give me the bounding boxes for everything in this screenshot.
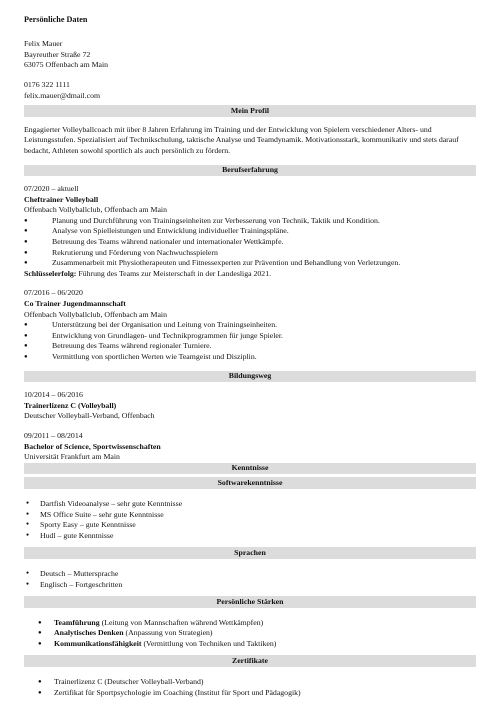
list-item: ● Entwicklung von Grundlagen- und Technikprogrammen für junge Spieler.: [24, 330, 283, 340]
bullet-icon: ●: [26, 522, 30, 528]
list-item: ● Unterstützung bei der Organisation und Leitung von Trainingseinheiten.: [24, 320, 278, 330]
list-item: ● Planung und Durchführung von Trainingseinheiten zur Verbesserung von Technik, Taktik und Kondition.: [24, 215, 380, 225]
bullet-icon: ●: [38, 679, 42, 686]
education-institution: Deutscher Volleyball-Verband, Offenbach: [24, 411, 155, 421]
strengths-list: [24, 618, 476, 650]
list-item: ● Teamführung (Leitung von Mannschaften während Wettkämpfen): [38, 617, 264, 627]
bullet-icon: ●: [24, 332, 28, 339]
education-entry: [24, 431, 476, 463]
bullet-icon: ●: [24, 354, 28, 360]
job-entry: [24, 184, 476, 279]
bullet-icon: ●: [24, 249, 28, 256]
job-employer: Offenbach Vollyballclub, Offenbach am Main: [24, 309, 167, 319]
software-list: [24, 499, 476, 541]
personal-heading: Persönliche Daten: [24, 15, 88, 24]
list-item: ● Betreuung des Teams während nationaler und internationaler Wettkämpfe.: [24, 237, 284, 247]
bullet-icon: ●: [26, 581, 30, 587]
list-item: ● Zusammenarbeit mit Physiotherapeuten und Fitnessexperten zur Prävention und Behandlung von Verletzungen.: [24, 258, 401, 268]
education-period: 10/2014 – 06/2016: [24, 390, 83, 400]
list-item: ● Rekrutierung und Förderung von Nachwuchsspielern: [24, 247, 218, 257]
certificates-section-header: Zertifikate: [24, 655, 476, 667]
street-address: Bayreuther Straße 72: [24, 49, 91, 59]
software-section-header: Softwarekenntnisse: [24, 477, 476, 489]
certificates-list: [24, 677, 476, 698]
city-address: 63075 Offenbach am Main: [24, 60, 109, 70]
job-employer: Offenbach Vollyballclub, Offenbach am Main: [24, 205, 167, 215]
profile-text: Engagierter Volleyballcoach mit über 8 Jahren Erfahrung im Training und der Entwicklung von Spielern verschiedener Alters- und Leistungsstufen. Spezialisiert auf Technikschulung, taktische Analyse und Teamdynamik. Motivationsstark, kommunikativ und stets darauf bedacht, Athleten sowohl sportlich als auch persönlich zu fördern.: [24, 124, 459, 155]
bullet-icon: ●: [38, 630, 42, 637]
bullet-icon: ●: [26, 500, 30, 506]
education-period: 09/2011 – 08/2014: [24, 430, 83, 440]
list-item: ● Vermittlung von sportlichen Werten wie Teamgeist und Disziplin.: [24, 352, 257, 361]
list-item: ● Betreuung des Teams während regionaler Turniere.: [24, 341, 212, 351]
key-achievement: Schlüsselerfolg: Führung des Teams zur Meisterschaft in der Landesliga 2021.: [24, 268, 272, 278]
bullet-icon: ●: [24, 343, 28, 350]
list-item: ● Analytisches Denken (Anpassung von Strategien): [38, 628, 213, 638]
experience-section-header: Berufserfahrung: [24, 165, 476, 177]
languages-list: [24, 569, 476, 590]
languages-section-header: Sprachen: [24, 547, 476, 559]
skills-section-header: Kenntnisse: [24, 463, 476, 475]
list-item: ● Sporty Easy – gute Kenntnisse: [26, 520, 136, 530]
job-title: Cheftrainer Volleyball: [24, 194, 99, 204]
bullet-icon: ●: [38, 640, 42, 647]
job-period: 07/2020 – aktuell: [24, 184, 79, 194]
job-title: Co Trainer Jugendmannschaft: [24, 299, 126, 309]
education-entry: [24, 390, 476, 422]
list-item: ● Zertifikat für Sportpsychologie im Coaching (Institut für Sport und Pädagogik): [38, 687, 301, 697]
personal-address: [24, 39, 476, 71]
bullet-icon: ●: [24, 228, 28, 235]
phone-number: 0176 322 1111: [24, 79, 70, 89]
education-title: Bachelor of Science, Sportwissenschaften: [24, 441, 161, 451]
strengths-section-header: Persönliche Stärken: [24, 596, 476, 608]
list-item: ● Dartfish Videoanalyse – sehr gute Kenntnisse: [26, 498, 183, 508]
contact-info: [24, 80, 476, 101]
list-item: ● MS Office Suite – sehr gute Kenntnisse: [26, 509, 164, 519]
list-item: ● Hudl – gute Kenntnisse: [26, 530, 114, 540]
job-entry: [24, 288, 476, 362]
education-section-header: Bildungsweg: [24, 371, 476, 383]
bullet-icon: ●: [26, 570, 30, 576]
bullet-icon: ●: [26, 532, 30, 538]
job-period: 07/2016 – 06/2020: [24, 288, 83, 298]
education-title: Trainerlizenz C (Volleyball): [24, 400, 117, 410]
bullet-icon: ●: [24, 239, 28, 246]
bullet-icon: ●: [24, 322, 28, 329]
bullet-icon: ●: [24, 217, 28, 224]
bullet-icon: ●: [38, 689, 42, 696]
person-name: Felix Mauer: [24, 39, 63, 49]
bullet-icon: ●: [38, 619, 42, 626]
bullet-icon: ●: [26, 511, 30, 517]
list-item: ● Trainerlizenz C (Deutscher Volleyball-Verband): [38, 677, 204, 687]
bullet-icon: ●: [24, 260, 28, 267]
list-item: ● Deutsch – Muttersprache: [26, 568, 119, 578]
list-item: ● Analyse von Spielleistungen und Entwicklung individueller Trainingspläne.: [24, 226, 289, 236]
email-address: felix.mauer@dmail.com: [24, 90, 101, 100]
job-duties-list: [24, 320, 476, 362]
job-duties-list: [24, 216, 476, 269]
education-institution: Universität Frankfurt am Main: [24, 452, 120, 462]
profile-section-header: Mein Profil: [24, 105, 476, 117]
list-item: ● Kommunikationsfähigkeit (Vermittlung von Techniken und Taktiken): [38, 638, 277, 648]
list-item: ● Englisch – Fortgeschritten: [26, 579, 123, 589]
